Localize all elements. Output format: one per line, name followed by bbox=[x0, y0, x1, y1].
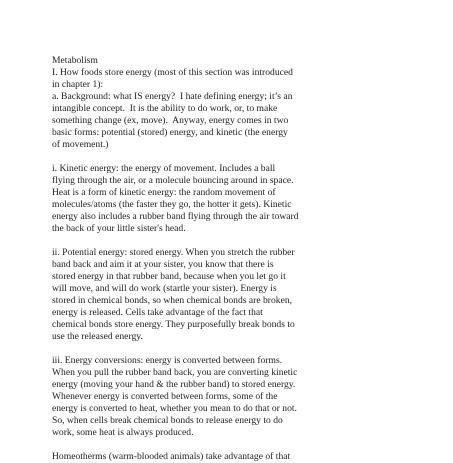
paragraph-line: basic forms: potential (stored) energy, and kinetic (the energy bbox=[52, 127, 288, 138]
paragraph-line: stored energy in that rubber band, because when you let go it bbox=[52, 271, 286, 282]
paragraph-line: energy is released. Cells take advantage of the fact that bbox=[52, 307, 263, 318]
paragraph-line: of movement.) bbox=[52, 139, 109, 150]
paragraph-background bbox=[52, 91, 452, 151]
paragraph-line: the back of your little sister's head. bbox=[52, 223, 186, 234]
paragraph-line: energy also includes a rubber band flying through the air toward bbox=[52, 211, 299, 222]
paragraph-line: energy is converted to heat, whether you mean to do that or not. bbox=[52, 403, 297, 414]
paragraph-line: use the released energy. bbox=[52, 331, 143, 342]
paragraph-line: will move, and will do work (startle your sister). Energy is bbox=[52, 283, 277, 294]
paragraph-line: something change (ex, move). Anyway, energy comes in two bbox=[52, 115, 289, 126]
paragraph-line: band back and aim it at your sister, you know that there is bbox=[52, 259, 274, 270]
paragraph-kinetic-energy bbox=[52, 163, 452, 235]
paragraph-line: ii. Potential energy: stored energy. When you stretch the rubber bbox=[52, 247, 295, 258]
paragraph-spacer bbox=[52, 235, 452, 247]
paragraph-spacer bbox=[52, 343, 452, 355]
section-heading-line: in chapter 1): bbox=[52, 79, 104, 90]
paragraph-line: Whenever energy is converted between forms, some of the bbox=[52, 391, 278, 402]
document-title: Metabolism bbox=[52, 55, 98, 66]
paragraph-line: Heat is a form of kinetic energy: the random movement of bbox=[52, 187, 276, 198]
document-page bbox=[52, 55, 452, 463]
paragraph-line: a. Background: what IS energy? I hate defining energy; it’s an bbox=[52, 91, 293, 102]
paragraph-line: So, when cells break chemical bonds to release energy to do bbox=[52, 415, 283, 426]
paragraph-line: intangible concept. It is the ability to do work, or, to make bbox=[52, 103, 278, 114]
paragraph-spacer bbox=[52, 439, 452, 451]
paragraph-spacer bbox=[52, 151, 452, 163]
paragraph-line: molecules/atoms (the faster they go, the hotter it gets). Kinetic bbox=[52, 199, 292, 210]
paragraph-line: flying through the air, or a molecule bouncing around in space. bbox=[52, 175, 294, 186]
section-heading-line: I. How foods store energy (most of this section was introduced bbox=[52, 67, 293, 78]
paragraph-energy-conversions bbox=[52, 355, 452, 439]
paragraph-line: iii. Energy conversions: energy is converted between forms. bbox=[52, 355, 283, 366]
paragraph-line: chemical bonds store energy. They purposefully break bonds to bbox=[52, 319, 295, 330]
paragraph-line: work, some heat is always produced. bbox=[52, 427, 194, 438]
paragraph-line: i. Kinetic energy: the energy of movement. Includes a ball bbox=[52, 163, 276, 174]
paragraph-line: When you pull the rubber band back, you are converting kinetic bbox=[52, 367, 298, 378]
paragraph-line: Homeotherms (warm-blooded animals) take advantage of that bbox=[52, 451, 291, 462]
paragraph-line: stored in chemical bonds, so when chemical bonds are broken, bbox=[52, 295, 293, 306]
paragraph-line: energy (moving your hand & the rubber band) to stored energy. bbox=[52, 379, 296, 390]
paragraph-potential-energy bbox=[52, 247, 452, 343]
